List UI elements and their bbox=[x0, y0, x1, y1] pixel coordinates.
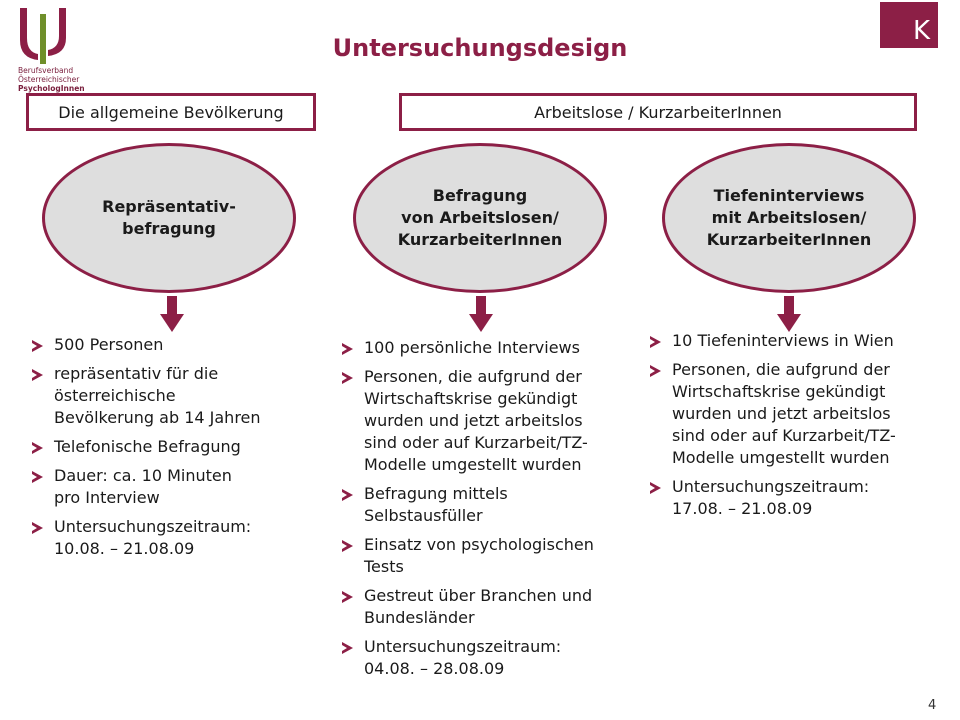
list-item-text: Befragung mittels Selbstausfüller bbox=[364, 484, 508, 525]
down-arrow-icon bbox=[469, 296, 493, 332]
list-item bbox=[648, 330, 948, 352]
list-item bbox=[648, 476, 948, 520]
list-item bbox=[340, 534, 630, 578]
list-item-text: Dauer: ca. 10 Minuten pro Interview bbox=[54, 466, 232, 507]
list-item-text: Untersuchungszeitraum: 10.08. – 21.08.09 bbox=[54, 517, 252, 558]
list-item-text: 500 Personen bbox=[54, 335, 164, 354]
arrow-bullet-icon bbox=[650, 482, 661, 494]
arrow-bullet-icon bbox=[32, 340, 43, 352]
page-title: Untersuchungsdesign bbox=[332, 34, 628, 62]
list-item bbox=[340, 366, 630, 476]
list-item bbox=[340, 636, 630, 680]
down-arrow-icon bbox=[777, 296, 801, 332]
list-item bbox=[340, 337, 630, 359]
list-item-text: Personen, die aufgrund der Wirtschaftskrise gekündigt wurden und jetzt arbeitslos sind oder auf Kurzarbeit/TZ- Modelle umgestellt wurden bbox=[672, 360, 896, 467]
method-ellipse-interviews bbox=[662, 143, 916, 293]
group-box-unemployed: Arbeitslose / KurzarbeiterInnen bbox=[399, 93, 917, 131]
list-item-text: Gestreut über Branchen und Bundesländer bbox=[364, 586, 593, 627]
arrow-bullet-icon bbox=[32, 442, 43, 454]
list-item-text: Untersuchungszeitraum: 17.08. – 21.08.09 bbox=[672, 477, 870, 518]
method-label: Repräsentativ- befragung bbox=[102, 197, 236, 238]
arrow-bullet-icon bbox=[342, 372, 353, 384]
list-item-text: Personen, die aufgrund der Wirtschaftskrise gekündigt wurden und jetzt arbeitslos sind oder auf Kurzarbeit/TZ- Modelle umgestellt wurden bbox=[364, 367, 588, 474]
method-label: Tiefeninterviews mit Arbeitslosen/ KurzarbeiterInnen bbox=[706, 186, 872, 249]
arrow-bullet-icon bbox=[342, 343, 353, 355]
list-item bbox=[30, 363, 310, 429]
logo-line-1: Berufsverband bbox=[18, 66, 74, 75]
page-number: 4 bbox=[928, 698, 937, 713]
list-item-text: Telefonische Befragung bbox=[54, 437, 241, 456]
list-item-text: repräsentativ für die österreichische Bevölkerung ab 14 Jahren bbox=[54, 364, 261, 427]
arrow-bullet-icon bbox=[32, 471, 43, 483]
method-ellipse-representative bbox=[42, 143, 296, 293]
list-item bbox=[30, 334, 310, 356]
details-list-interviews bbox=[648, 330, 948, 527]
method-label: Befragung von Arbeitslosen/ KurzarbeiterInnen bbox=[397, 186, 563, 249]
list-item-text: Einsatz von psychologischen Tests bbox=[364, 535, 594, 576]
logo-caption bbox=[18, 66, 85, 93]
arrow-bullet-icon bbox=[32, 522, 43, 534]
list-item bbox=[30, 465, 310, 509]
arrow-bullet-icon bbox=[342, 489, 353, 501]
corner-badge: K bbox=[880, 2, 938, 48]
details-list-survey bbox=[340, 337, 630, 687]
logo-line-2: Österreichischer bbox=[18, 75, 80, 84]
arrow-bullet-icon bbox=[342, 540, 353, 552]
list-item bbox=[30, 516, 310, 560]
arrow-bullet-icon bbox=[32, 369, 43, 381]
list-item bbox=[340, 483, 630, 527]
list-item-text: 10 Tiefeninterviews in Wien bbox=[672, 331, 894, 350]
arrow-bullet-icon bbox=[342, 591, 353, 603]
list-item-text: 100 persönliche Interviews bbox=[364, 338, 580, 357]
logo-line-3: PsychologInnen bbox=[18, 84, 85, 93]
details-list-representative bbox=[30, 334, 310, 567]
group-box-population: Die allgemeine Bevölkerung bbox=[26, 93, 316, 131]
arrow-bullet-icon bbox=[342, 642, 353, 654]
arrow-bullet-icon bbox=[650, 365, 661, 377]
list-item bbox=[30, 436, 310, 458]
method-ellipse-survey bbox=[353, 143, 607, 293]
arrow-bullet-icon bbox=[650, 336, 661, 348]
list-item bbox=[340, 585, 630, 629]
down-arrow-icon bbox=[160, 296, 184, 332]
list-item-text: Untersuchungszeitraum: 04.08. – 28.08.09 bbox=[364, 637, 562, 678]
list-item bbox=[648, 359, 948, 469]
